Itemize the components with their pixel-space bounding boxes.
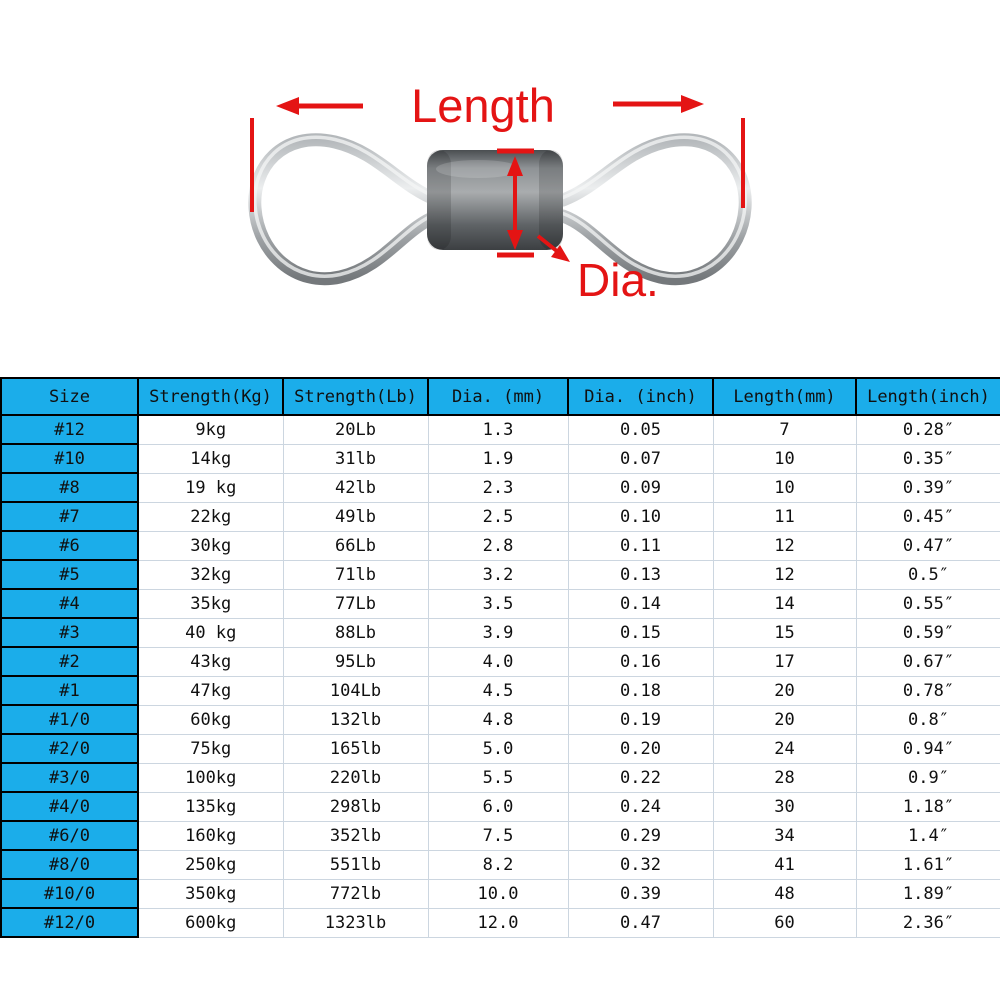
value-cell: 20Lb: [283, 415, 428, 444]
value-cell: 20: [713, 705, 856, 734]
value-cell: 0.39″: [856, 473, 1000, 502]
size-cell: #3/0: [1, 763, 138, 792]
value-cell: 3.2: [428, 560, 568, 589]
value-cell: 4.8: [428, 705, 568, 734]
value-cell: 350kg: [138, 879, 283, 908]
value-cell: 0.55″: [856, 589, 1000, 618]
value-cell: 24: [713, 734, 856, 763]
table-row: [1, 502, 1000, 531]
value-cell: 60kg: [138, 705, 283, 734]
size-cell: #2/0: [1, 734, 138, 763]
value-cell: 43kg: [138, 647, 283, 676]
value-cell: 0.32: [568, 850, 713, 879]
table-row: [1, 589, 1000, 618]
column-header-4: Dia. (inch): [568, 378, 713, 415]
value-cell: 0.20: [568, 734, 713, 763]
size-cell: #7: [1, 502, 138, 531]
value-cell: 3.5: [428, 589, 568, 618]
value-cell: 12: [713, 560, 856, 589]
value-cell: 1.89″: [856, 879, 1000, 908]
value-cell: 35kg: [138, 589, 283, 618]
value-cell: 0.19: [568, 705, 713, 734]
value-cell: 12: [713, 531, 856, 560]
table-row: [1, 415, 1000, 444]
value-cell: 0.24: [568, 792, 713, 821]
value-cell: 104Lb: [283, 676, 428, 705]
value-cell: 1.9: [428, 444, 568, 473]
value-cell: 0.10: [568, 502, 713, 531]
value-cell: 0.8″: [856, 705, 1000, 734]
value-cell: 0.09: [568, 473, 713, 502]
value-cell: 66Lb: [283, 531, 428, 560]
value-cell: 1.61″: [856, 850, 1000, 879]
value-cell: 10: [713, 444, 856, 473]
value-cell: 1.18″: [856, 792, 1000, 821]
value-cell: 47kg: [138, 676, 283, 705]
column-header-5: Length(mm): [713, 378, 856, 415]
value-cell: 1.4″: [856, 821, 1000, 850]
value-cell: 6.0: [428, 792, 568, 821]
size-cell: #8: [1, 473, 138, 502]
value-cell: 3.9: [428, 618, 568, 647]
value-cell: 4.0: [428, 647, 568, 676]
size-cell: #6/0: [1, 821, 138, 850]
value-cell: 48: [713, 879, 856, 908]
value-cell: 132lb: [283, 705, 428, 734]
value-cell: 0.05: [568, 415, 713, 444]
value-cell: 77Lb: [283, 589, 428, 618]
value-cell: 0.45″: [856, 502, 1000, 531]
value-cell: 30kg: [138, 531, 283, 560]
table-row: [1, 879, 1000, 908]
value-cell: 71lb: [283, 560, 428, 589]
swivel-diagram-svg: [0, 0, 1000, 377]
size-cell: #10: [1, 444, 138, 473]
table-row: [1, 850, 1000, 879]
value-cell: 2.36″: [856, 908, 1000, 937]
table-row: [1, 821, 1000, 850]
value-cell: 1323lb: [283, 908, 428, 937]
column-header-2: Strength(Lb): [283, 378, 428, 415]
value-cell: 7.5: [428, 821, 568, 850]
table-row: [1, 531, 1000, 560]
value-cell: 22kg: [138, 502, 283, 531]
size-cell: #4/0: [1, 792, 138, 821]
column-header-6: Length(inch): [856, 378, 1000, 415]
value-cell: 40 kg: [138, 618, 283, 647]
value-cell: 9kg: [138, 415, 283, 444]
table-row: [1, 676, 1000, 705]
value-cell: 8.2: [428, 850, 568, 879]
column-header-3: Dia. (mm): [428, 378, 568, 415]
value-cell: 0.07: [568, 444, 713, 473]
value-cell: 0.28″: [856, 415, 1000, 444]
value-cell: 88Lb: [283, 618, 428, 647]
value-cell: 32kg: [138, 560, 283, 589]
value-cell: 34: [713, 821, 856, 850]
size-cell: #6: [1, 531, 138, 560]
value-cell: 2.8: [428, 531, 568, 560]
value-cell: 42lb: [283, 473, 428, 502]
value-cell: 20: [713, 676, 856, 705]
value-cell: 0.13: [568, 560, 713, 589]
table-row: [1, 444, 1000, 473]
value-cell: 14: [713, 589, 856, 618]
size-cell: #3: [1, 618, 138, 647]
value-cell: 60: [713, 908, 856, 937]
table-header-row: [1, 378, 1000, 415]
value-cell: 5.5: [428, 763, 568, 792]
value-cell: 0.59″: [856, 618, 1000, 647]
value-cell: 0.29: [568, 821, 713, 850]
value-cell: 49lb: [283, 502, 428, 531]
value-cell: 12.0: [428, 908, 568, 937]
size-cell: #8/0: [1, 850, 138, 879]
value-cell: 11: [713, 502, 856, 531]
swivel-spec-table: [0, 377, 1000, 938]
value-cell: 5.0: [428, 734, 568, 763]
value-cell: 100kg: [138, 763, 283, 792]
swivel-barrel: [427, 150, 563, 250]
value-cell: 0.67″: [856, 647, 1000, 676]
value-cell: 600kg: [138, 908, 283, 937]
value-cell: 298lb: [283, 792, 428, 821]
value-cell: 14kg: [138, 444, 283, 473]
value-cell: 352lb: [283, 821, 428, 850]
size-cell: #12/0: [1, 908, 138, 937]
value-cell: 31lb: [283, 444, 428, 473]
value-cell: 772lb: [283, 879, 428, 908]
value-cell: 4.5: [428, 676, 568, 705]
table-row: [1, 647, 1000, 676]
value-cell: 0.15: [568, 618, 713, 647]
size-cell: #5: [1, 560, 138, 589]
value-cell: 10: [713, 473, 856, 502]
swivel-dimension-diagram: [0, 0, 1000, 377]
length-arrow-right-icon: [613, 95, 704, 113]
table-row: [1, 705, 1000, 734]
value-cell: 0.47″: [856, 531, 1000, 560]
column-header-0: Size: [1, 378, 138, 415]
size-cell: #1/0: [1, 705, 138, 734]
table-row: [1, 560, 1000, 589]
size-cell: #12: [1, 415, 138, 444]
value-cell: 75kg: [138, 734, 283, 763]
value-cell: 0.9″: [856, 763, 1000, 792]
value-cell: 19 kg: [138, 473, 283, 502]
value-cell: 2.3: [428, 473, 568, 502]
value-cell: 0.39: [568, 879, 713, 908]
size-cell: #2: [1, 647, 138, 676]
value-cell: 0.35″: [856, 444, 1000, 473]
value-cell: 28: [713, 763, 856, 792]
value-cell: 2.5: [428, 502, 568, 531]
value-cell: 7: [713, 415, 856, 444]
column-header-1: Strength(Kg): [138, 378, 283, 415]
value-cell: 160kg: [138, 821, 283, 850]
swivel-left-eye: [255, 137, 437, 278]
value-cell: 0.16: [568, 647, 713, 676]
value-cell: 0.18: [568, 676, 713, 705]
table-row: [1, 734, 1000, 763]
value-cell: 0.47: [568, 908, 713, 937]
value-cell: 135kg: [138, 792, 283, 821]
value-cell: 0.94″: [856, 734, 1000, 763]
table-row: [1, 473, 1000, 502]
value-cell: 41: [713, 850, 856, 879]
value-cell: 551lb: [283, 850, 428, 879]
value-cell: 0.78″: [856, 676, 1000, 705]
value-cell: 30: [713, 792, 856, 821]
size-cell: #1: [1, 676, 138, 705]
length-arrow-left-icon: [276, 97, 363, 115]
value-cell: 1.3: [428, 415, 568, 444]
value-cell: 0.14: [568, 589, 713, 618]
value-cell: 17: [713, 647, 856, 676]
value-cell: 95Lb: [283, 647, 428, 676]
table-row: [1, 792, 1000, 821]
dia-label: Dia.: [577, 254, 659, 306]
size-cell: #4: [1, 589, 138, 618]
value-cell: 220lb: [283, 763, 428, 792]
value-cell: 0.5″: [856, 560, 1000, 589]
length-label: Length: [411, 79, 555, 132]
table-row: [1, 763, 1000, 792]
table-row: [1, 908, 1000, 937]
value-cell: 0.22: [568, 763, 713, 792]
value-cell: 15: [713, 618, 856, 647]
value-cell: 250kg: [138, 850, 283, 879]
value-cell: 10.0: [428, 879, 568, 908]
value-cell: 0.11: [568, 531, 713, 560]
size-cell: #10/0: [1, 879, 138, 908]
value-cell: 165lb: [283, 734, 428, 763]
table-row: [1, 618, 1000, 647]
